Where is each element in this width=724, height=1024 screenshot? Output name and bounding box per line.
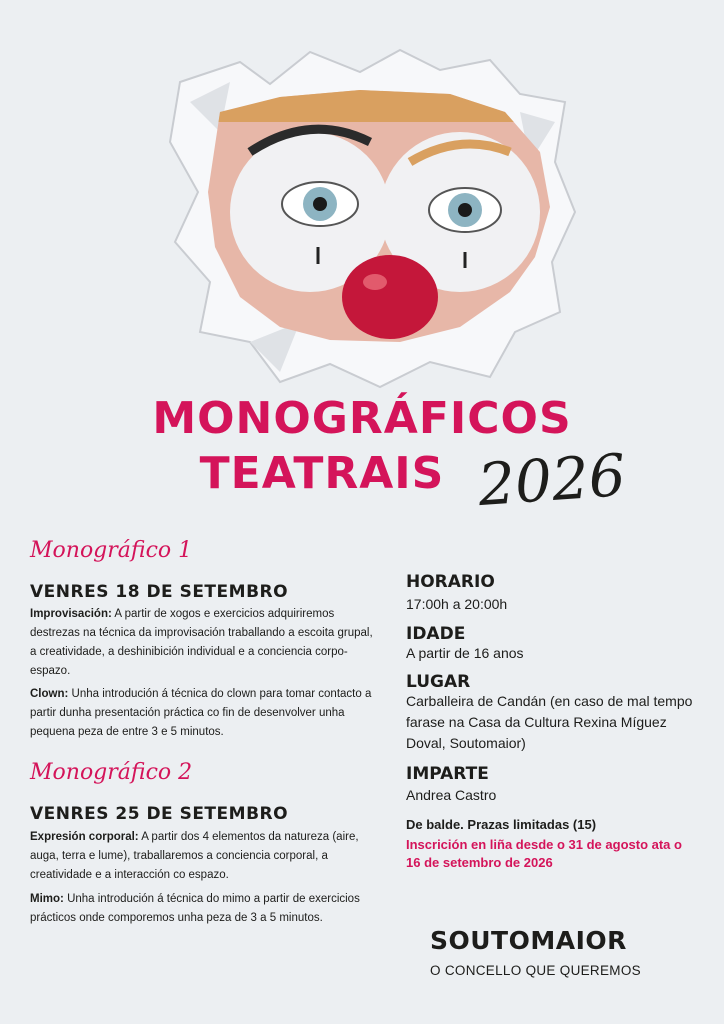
imparte-label: IMPARTE [406, 764, 489, 784]
mimo-text: Unha introdución á técnica do mimo a partir de exercicios prácticos onde comporemos unha peza de 3 a 5 minutos. [30, 893, 360, 924]
free-limited-places: De balde. Prazas limitadas (15) [406, 817, 597, 832]
mimo-title: Mimo: [30, 893, 64, 905]
expresion-text: A partir dos 4 elementos da natureza (aire, auga, terra e lume), traballaremos a conciencia corporal, a creatividade e a interacción co espazo. [30, 831, 359, 881]
clown-title: Clown: [30, 688, 69, 700]
monografico-2-label: Monográfico 2 [30, 760, 193, 785]
idade-value: A partir de 16 anos [406, 645, 524, 661]
improvisacion-title: Improvisación: [30, 608, 112, 620]
monografico-1-date: VENRES 18 DE SETEMBRO [30, 582, 289, 602]
monografico-2-date: VENRES 25 DE SETEMBRO [30, 804, 289, 824]
expresion-title: Expresión corporal: [30, 831, 139, 843]
title-line-1: MONOGRÁFICOS [152, 393, 572, 444]
horario-label: HORARIO [406, 572, 495, 592]
logo-tagline: O CONCELLO QUE QUEREMOS [430, 963, 641, 978]
clown-face-torn-paper-image [160, 42, 580, 392]
improvisacion-text: A partir de xogos e exercicios adquiriremos destrezas na técnica da improvisación traballando a escoita grupal, a creatividade, a deshinibición individual e a conciencia corpo-espazo. [30, 608, 373, 677]
monografico-1-improvisacion [30, 605, 380, 681]
monografico-2-mimo [30, 890, 380, 928]
monografico-1-label: Monográfico 1 [30, 538, 193, 563]
idade-label: IDADE [406, 624, 466, 644]
inscription-dates: Inscrición en liña desde o 31 de agosto ata o 16 de setembro de 2026 [406, 837, 682, 870]
horario-value: 17:00h a 20:00h [406, 596, 508, 612]
title-line-2: TEATRAIS [199, 448, 445, 499]
lugar-label: LUGAR [406, 672, 471, 692]
imparte-value: Andrea Castro [406, 787, 497, 803]
monografico-1-clown [30, 685, 380, 742]
soutomaior-logo: SOUTOMAIOR [430, 926, 627, 955]
monografico-2-expresion [30, 828, 380, 885]
lugar-value: Carballeira de Candán (en caso de mal tempo farase na Casa da Cultura Rexina Míguez Doval, Soutomaior) [406, 693, 693, 751]
clown-text: Unha introdución á técnica do clown para tomar contacto a partir dunha presentación práctica co fin de desenvolver unha pequena peza de entre 3 e 5 minutos. [30, 688, 372, 738]
title-year: 2026 [475, 440, 628, 520]
